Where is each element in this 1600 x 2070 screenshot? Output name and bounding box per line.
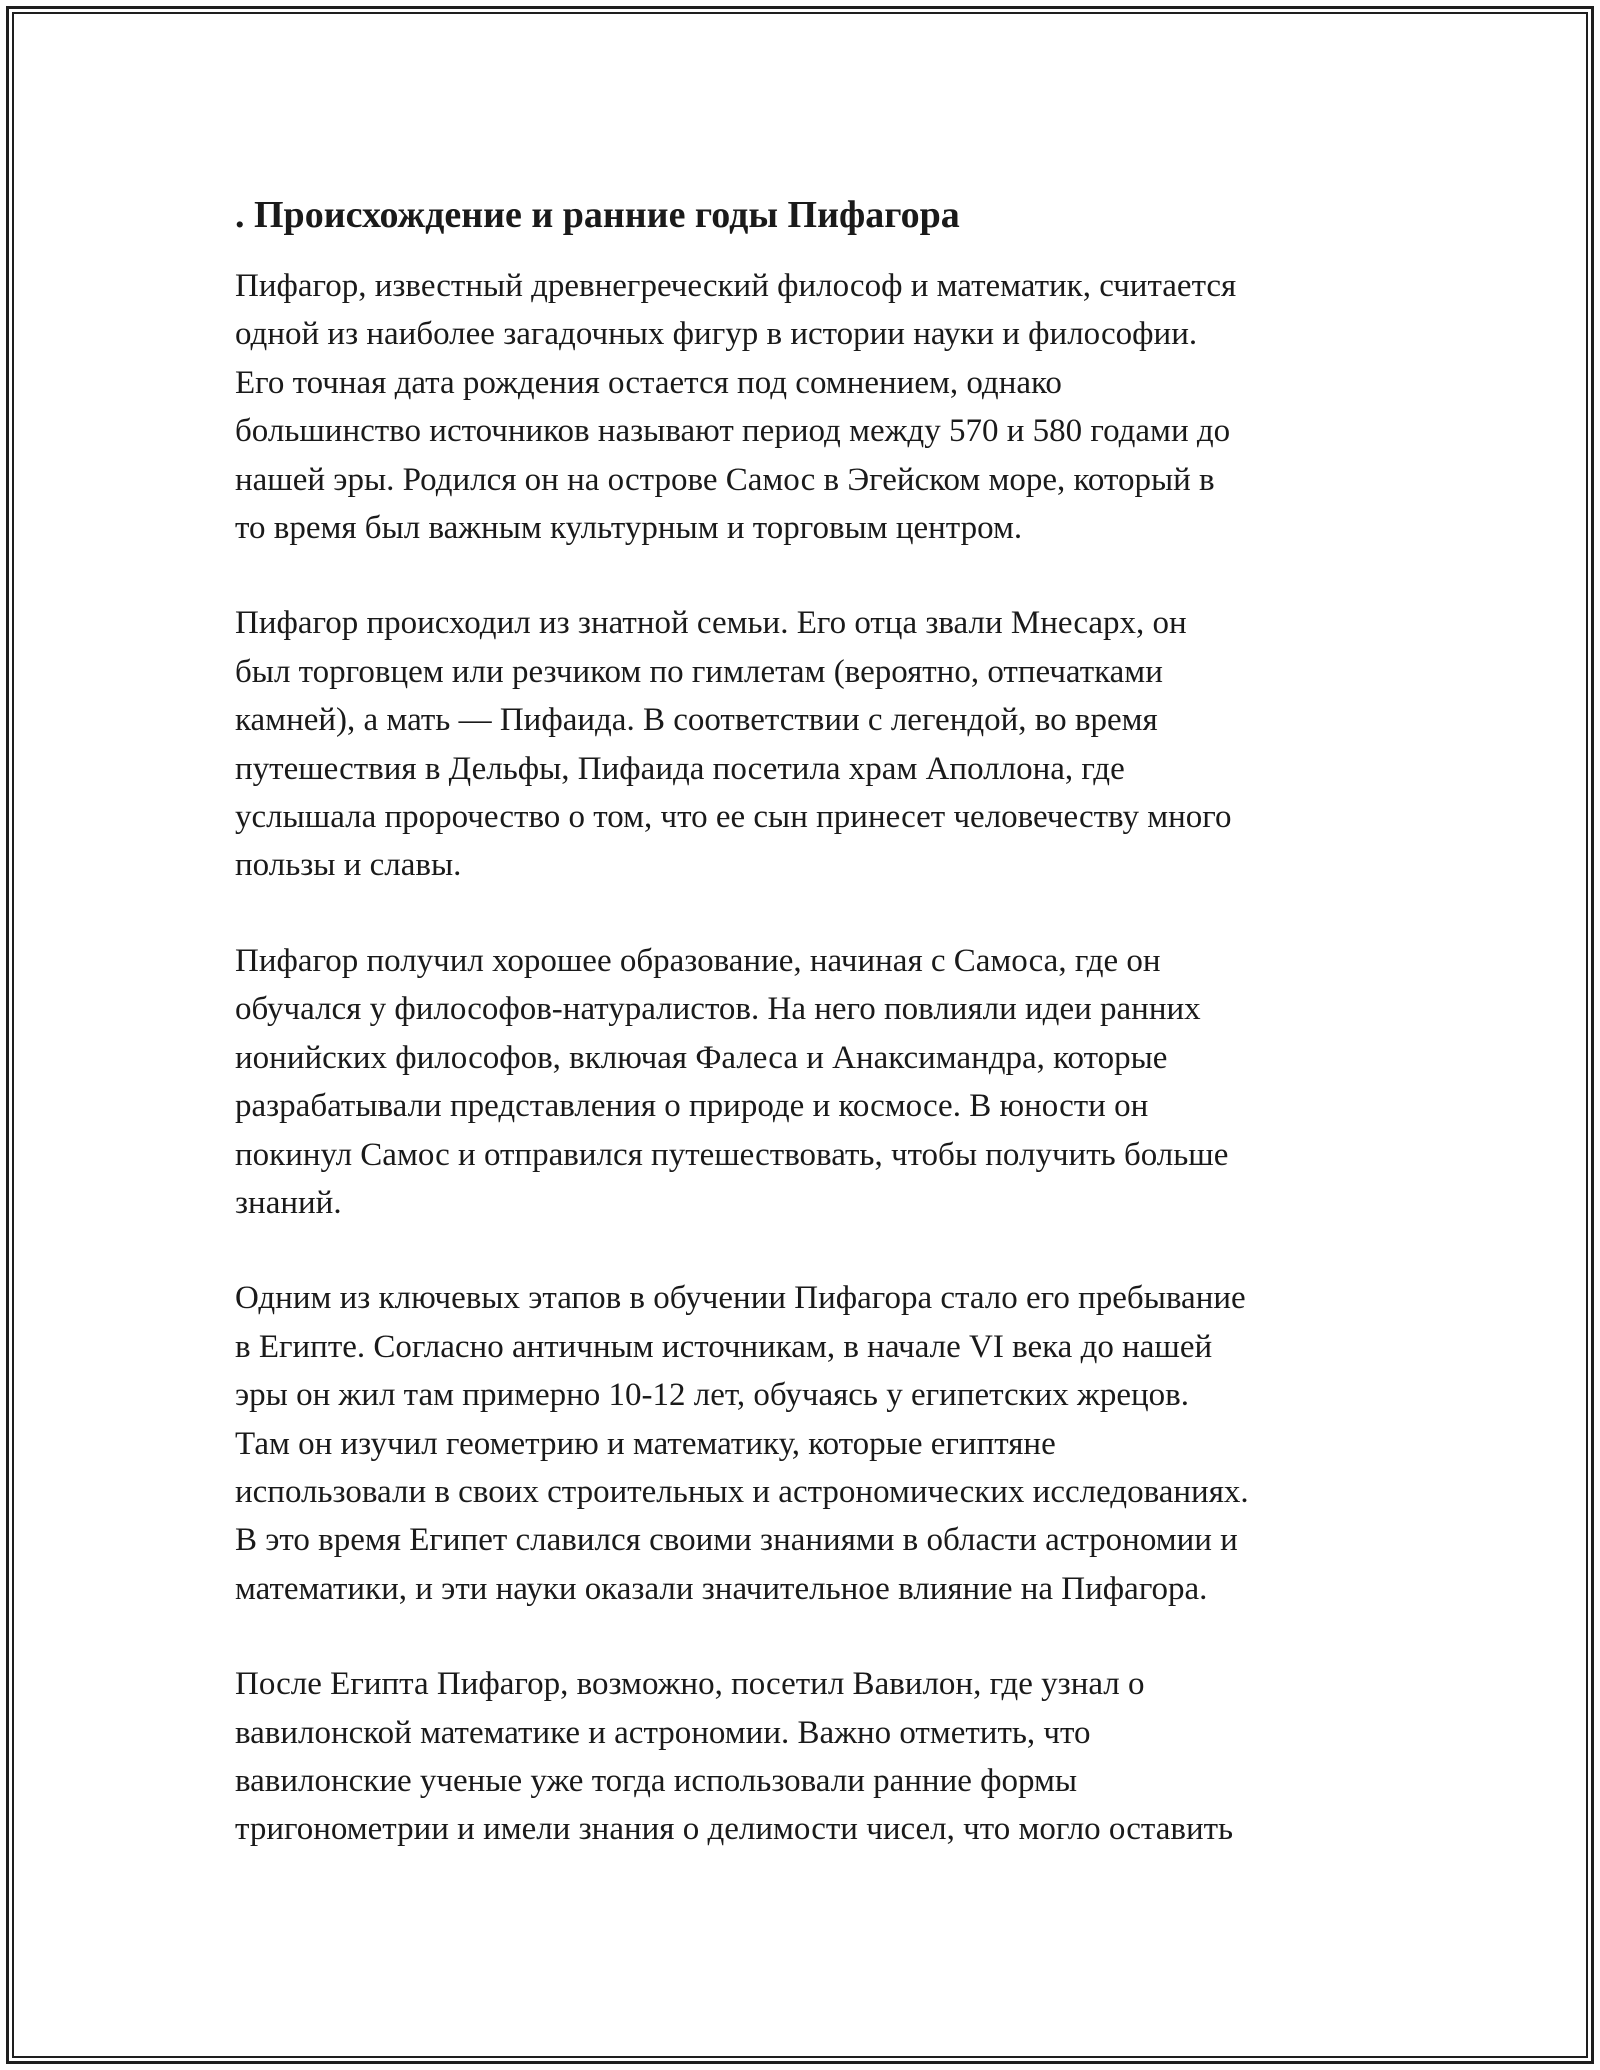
- text-line: Пифагор, известный древнегреческий философ и математик, считается: [235, 268, 1237, 304]
- paragraph-babylon: [235, 1660, 1375, 1854]
- text-line: Его точная дата рождения остается под сомнением, однако: [235, 364, 1062, 401]
- text-line: вавилонской математике и астрономии. Важно отметить, что: [235, 1714, 1091, 1751]
- section-heading: . Происхождение и ранние годы Пифагора: [235, 194, 960, 236]
- text-line: Там он изучил геометрию и математику, которые египтяне: [235, 1425, 1056, 1462]
- text-line: обучался у философов-натуралистов. На него повлияли идеи ранних: [235, 991, 1201, 1028]
- text-line: в Египте. Согласно античным источникам, в начале VI века до нашей: [235, 1328, 1213, 1365]
- paragraph-family: [235, 599, 1375, 889]
- text-line: большинство источников называют период между 570 и 580 годами до: [235, 413, 1231, 450]
- text-line: нашей эры. Родился он на острове Самос в Эгейском море, который в: [235, 461, 1215, 498]
- text-line: тригонометрии и имели знания о делимости чисел, что могло оставить: [235, 1811, 1234, 1848]
- text-line: то время был важным культурным и торговым центром.: [235, 510, 1023, 547]
- paragraph-education: [235, 937, 1375, 1227]
- text-line: В это время Египет славился своими знаниями в области астрономии и: [235, 1522, 1238, 1559]
- text-line: ионийских философов, включая Фалеса и Анаксимандра, которые: [235, 1039, 1168, 1076]
- text-line: Одним из ключевых этапов в обучении Пифагора стало его пребывание: [235, 1280, 1246, 1317]
- text-line: путешествия в Дельфы, Пифаида посетила храм Аполлона, где: [235, 750, 1125, 787]
- text-line: покинул Самос и отправился путешествовать, чтобы получить больше: [235, 1136, 1229, 1173]
- text-line: Пифагор получил хорошее образование, начиная с Самоса, где он: [235, 942, 1161, 979]
- text-line: знаний.: [235, 1184, 342, 1221]
- text-line: использовали в своих строительных и астрономических исследованиях.: [235, 1473, 1249, 1510]
- document-body: [235, 190, 1375, 1901]
- text-line: После Египта Пифагор, возможно, посетил Вавилон, где узнал о: [235, 1666, 1145, 1703]
- text-line: камней), а мать — Пифаида. В соответствии с легендой, во время: [235, 702, 1158, 739]
- text-line: пользы и славы.: [235, 847, 462, 884]
- text-line: одной из наиболее загадочных фигур в истории науки и философии.: [235, 316, 1198, 353]
- text-line: был торговцем или резчиком по гимлетам (вероятно, отпечатками: [235, 653, 1163, 690]
- text-line: эры он жил там примерно 10-12 лет, обучаясь у египетских жрецов.: [235, 1377, 1189, 1414]
- text-line: разрабатывали представления о природе и космосе. В юности он: [235, 1088, 1149, 1125]
- text-line: математики, и эти науки оказали значительное влияние на Пифагора.: [235, 1570, 1208, 1607]
- paragraph-origin: [235, 262, 1375, 552]
- text-line: вавилонские ученые уже тогда использовали ранние формы: [235, 1762, 1078, 1799]
- text-line: Пифагор происходил из знатной семьи. Его отца звали Мнесарх, он: [235, 605, 1187, 642]
- text-line: услышала пророчество о том, что ее сын принесет человечеству много: [235, 799, 1232, 836]
- paragraph-egypt: [235, 1274, 1375, 1613]
